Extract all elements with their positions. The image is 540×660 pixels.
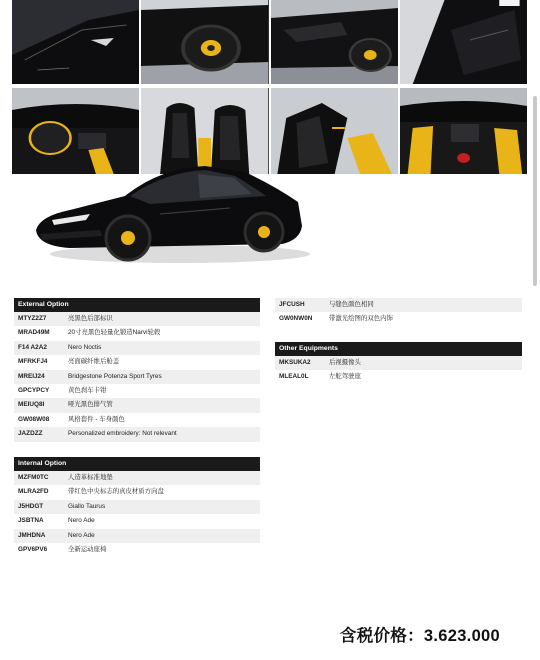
table-row: MLEAL0L 左舵驾驶座	[275, 370, 522, 384]
exterior-photo-rear-wheel[interactable]	[271, 0, 398, 84]
other-equipments-table	[275, 342, 522, 385]
price-with-tax: 含税价格：3.623.000	[339, 627, 500, 645]
table-row: JFCUSH 与缝色颜色相同	[275, 298, 522, 312]
external-option-table-continued	[275, 298, 522, 327]
table-row: MKSUKA2 后视摄像头	[275, 356, 522, 370]
page-scrollbar[interactable]	[533, 96, 537, 286]
exterior-photo-front[interactable]	[12, 0, 139, 84]
table-row: GW0NW0N 带激光绘图的双色内饰	[275, 312, 522, 326]
table-row: GPV6PV6 全新运动座椅	[14, 543, 260, 557]
table-row: MREIJ24 Bridgestone Potenza Sport Tyres	[14, 370, 260, 384]
external-option-header: External Option	[14, 298, 260, 312]
exterior-photo-row	[12, 0, 527, 84]
exterior-photo-wheel[interactable]	[141, 0, 268, 84]
table-row: GW08W08 风格套件 - 车身颜色	[14, 413, 260, 427]
table-row: MEIUQ8I 哑光黑色排气管	[14, 398, 260, 412]
exterior-photo-side[interactable]	[400, 0, 527, 84]
table-row: JAZDZZ Personalized embroidery: Not relevant	[14, 427, 260, 441]
table-row: MRAD49M 20寸亮黑色轻量化锻造Narvi轮毂	[14, 326, 260, 340]
table-row: F14 A2A2 Nero Noctis	[14, 341, 260, 355]
internal-option-header: Internal Option	[14, 457, 260, 471]
external-option-table	[14, 298, 260, 442]
interior-photo-cockpit[interactable]	[400, 88, 527, 174]
other-equipments-header: Other Equipments	[275, 342, 522, 356]
internal-option-table	[14, 457, 260, 557]
table-row: MTYZ2Z7 亮黑色后部标识	[14, 312, 260, 326]
table-row: MZFM0TC 人造革标准地垫	[14, 471, 260, 485]
car-hero-image	[30, 150, 310, 268]
table-row: JMHDNA Nero Ade	[14, 529, 260, 543]
table-row: JSBTNA Nero Ade	[14, 514, 260, 528]
table-row: MLRA2FD 带红色中央标志的真皮材质方向盘	[14, 485, 260, 499]
table-row: J5HDGT Giallo Taurus	[14, 500, 260, 514]
table-row: GPCYPCY 黄色刹车卡钳	[14, 384, 260, 398]
table-row: MFRKFJ4 亮面碳纤维后舱盖	[14, 355, 260, 369]
